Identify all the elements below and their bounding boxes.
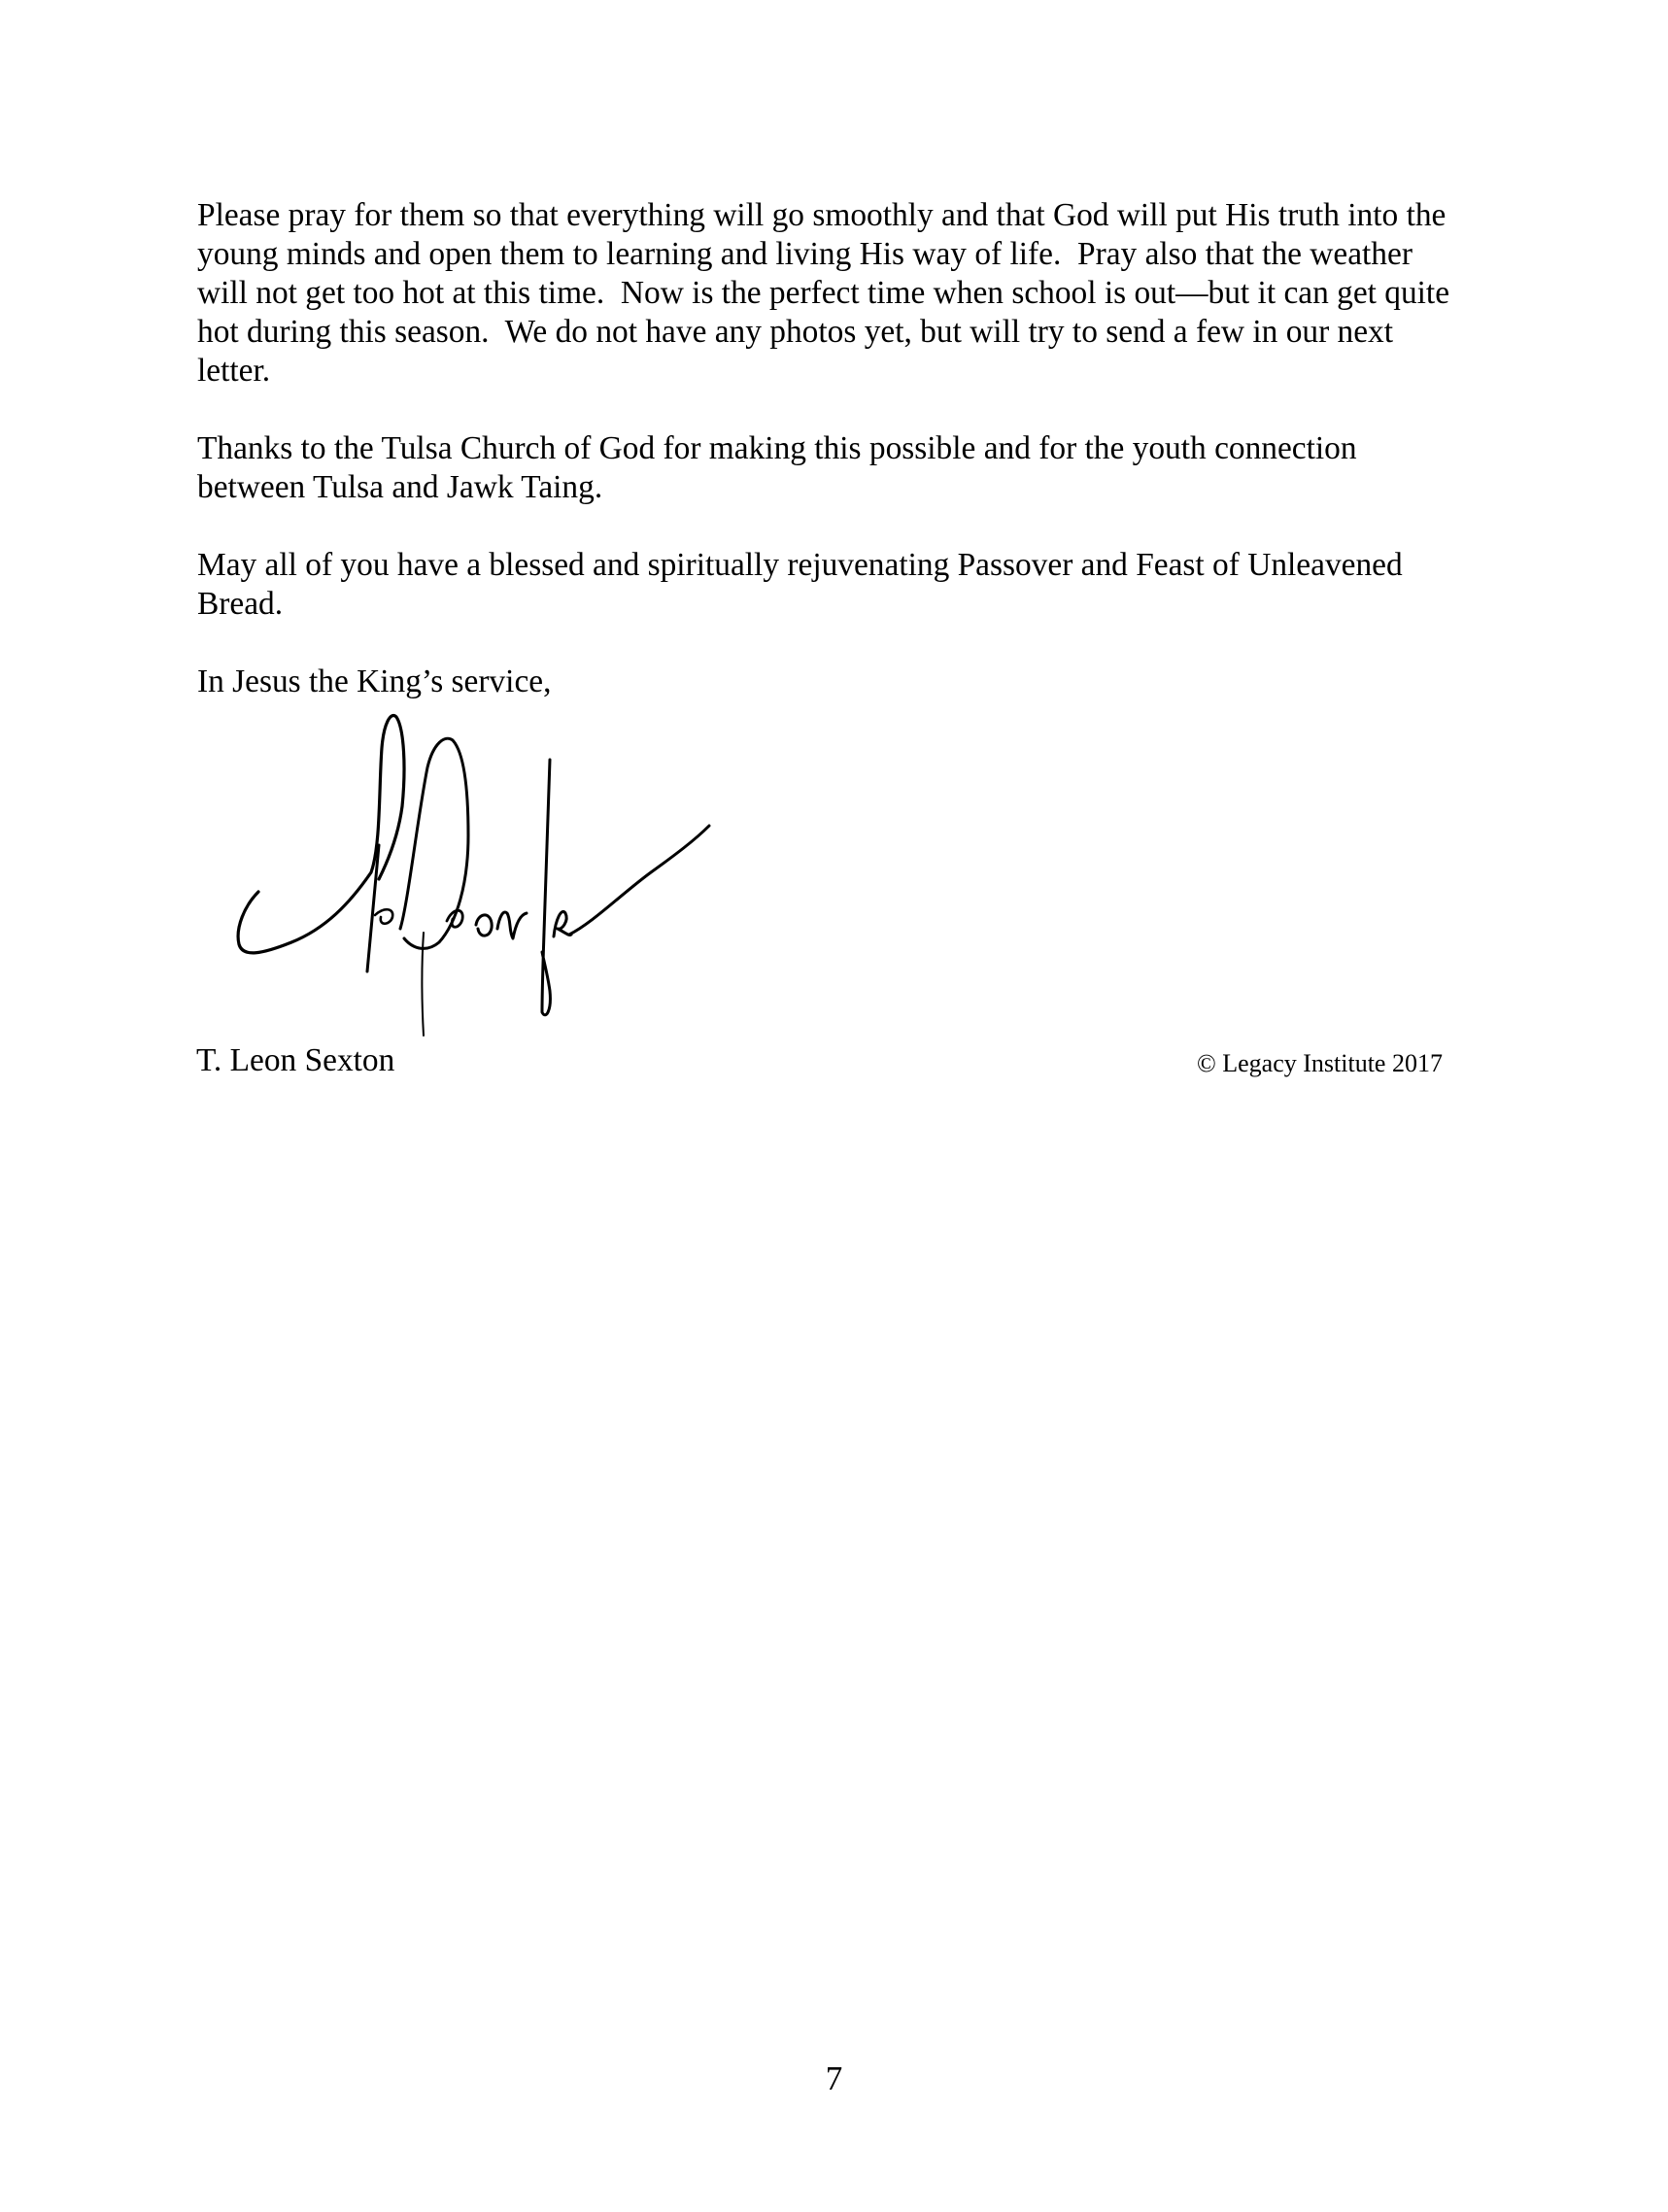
- paragraph-thanks: [197, 429, 1499, 507]
- text-line: In Jesus the King’s service,: [197, 664, 552, 699]
- paragraph-prayer-request: [197, 196, 1499, 391]
- text-line: Please pray for them so that everything will go smoothly and that God will put His truth into the: [197, 197, 1447, 233]
- text-line: hot during this season. We do not have any photos yet, but will try to send a few in our next: [197, 314, 1394, 350]
- signature-icon: [223, 699, 729, 1049]
- text-line: Bread.: [197, 586, 284, 622]
- text-line: letter.: [197, 353, 271, 389]
- paragraph-blessing: [197, 546, 1499, 624]
- text-line: May all of you have a blessed and spiritually rejuvenating Passover and Feast of Unleavened: [197, 547, 1403, 583]
- letter-body: [197, 196, 1499, 740]
- text-line: will not get too hot at this time. Now is the perfect time when school is out—but it can get quite: [197, 275, 1450, 311]
- text-line: Thanks to the Tulsa Church of God for making this possible and for the youth connection: [197, 430, 1357, 466]
- closing-salutation: [197, 663, 1499, 701]
- text-line: between Tulsa and Jawk Taing.: [197, 469, 603, 505]
- copyright-notice: © Legacy Institute 2017: [1197, 1049, 1443, 1077]
- page-number: 7: [825, 2059, 843, 2097]
- signer-name: T. Leon Sexton: [196, 1042, 395, 1078]
- text-line: young minds and open them to learning and living His way of life. Pray also that the weather: [197, 236, 1413, 272]
